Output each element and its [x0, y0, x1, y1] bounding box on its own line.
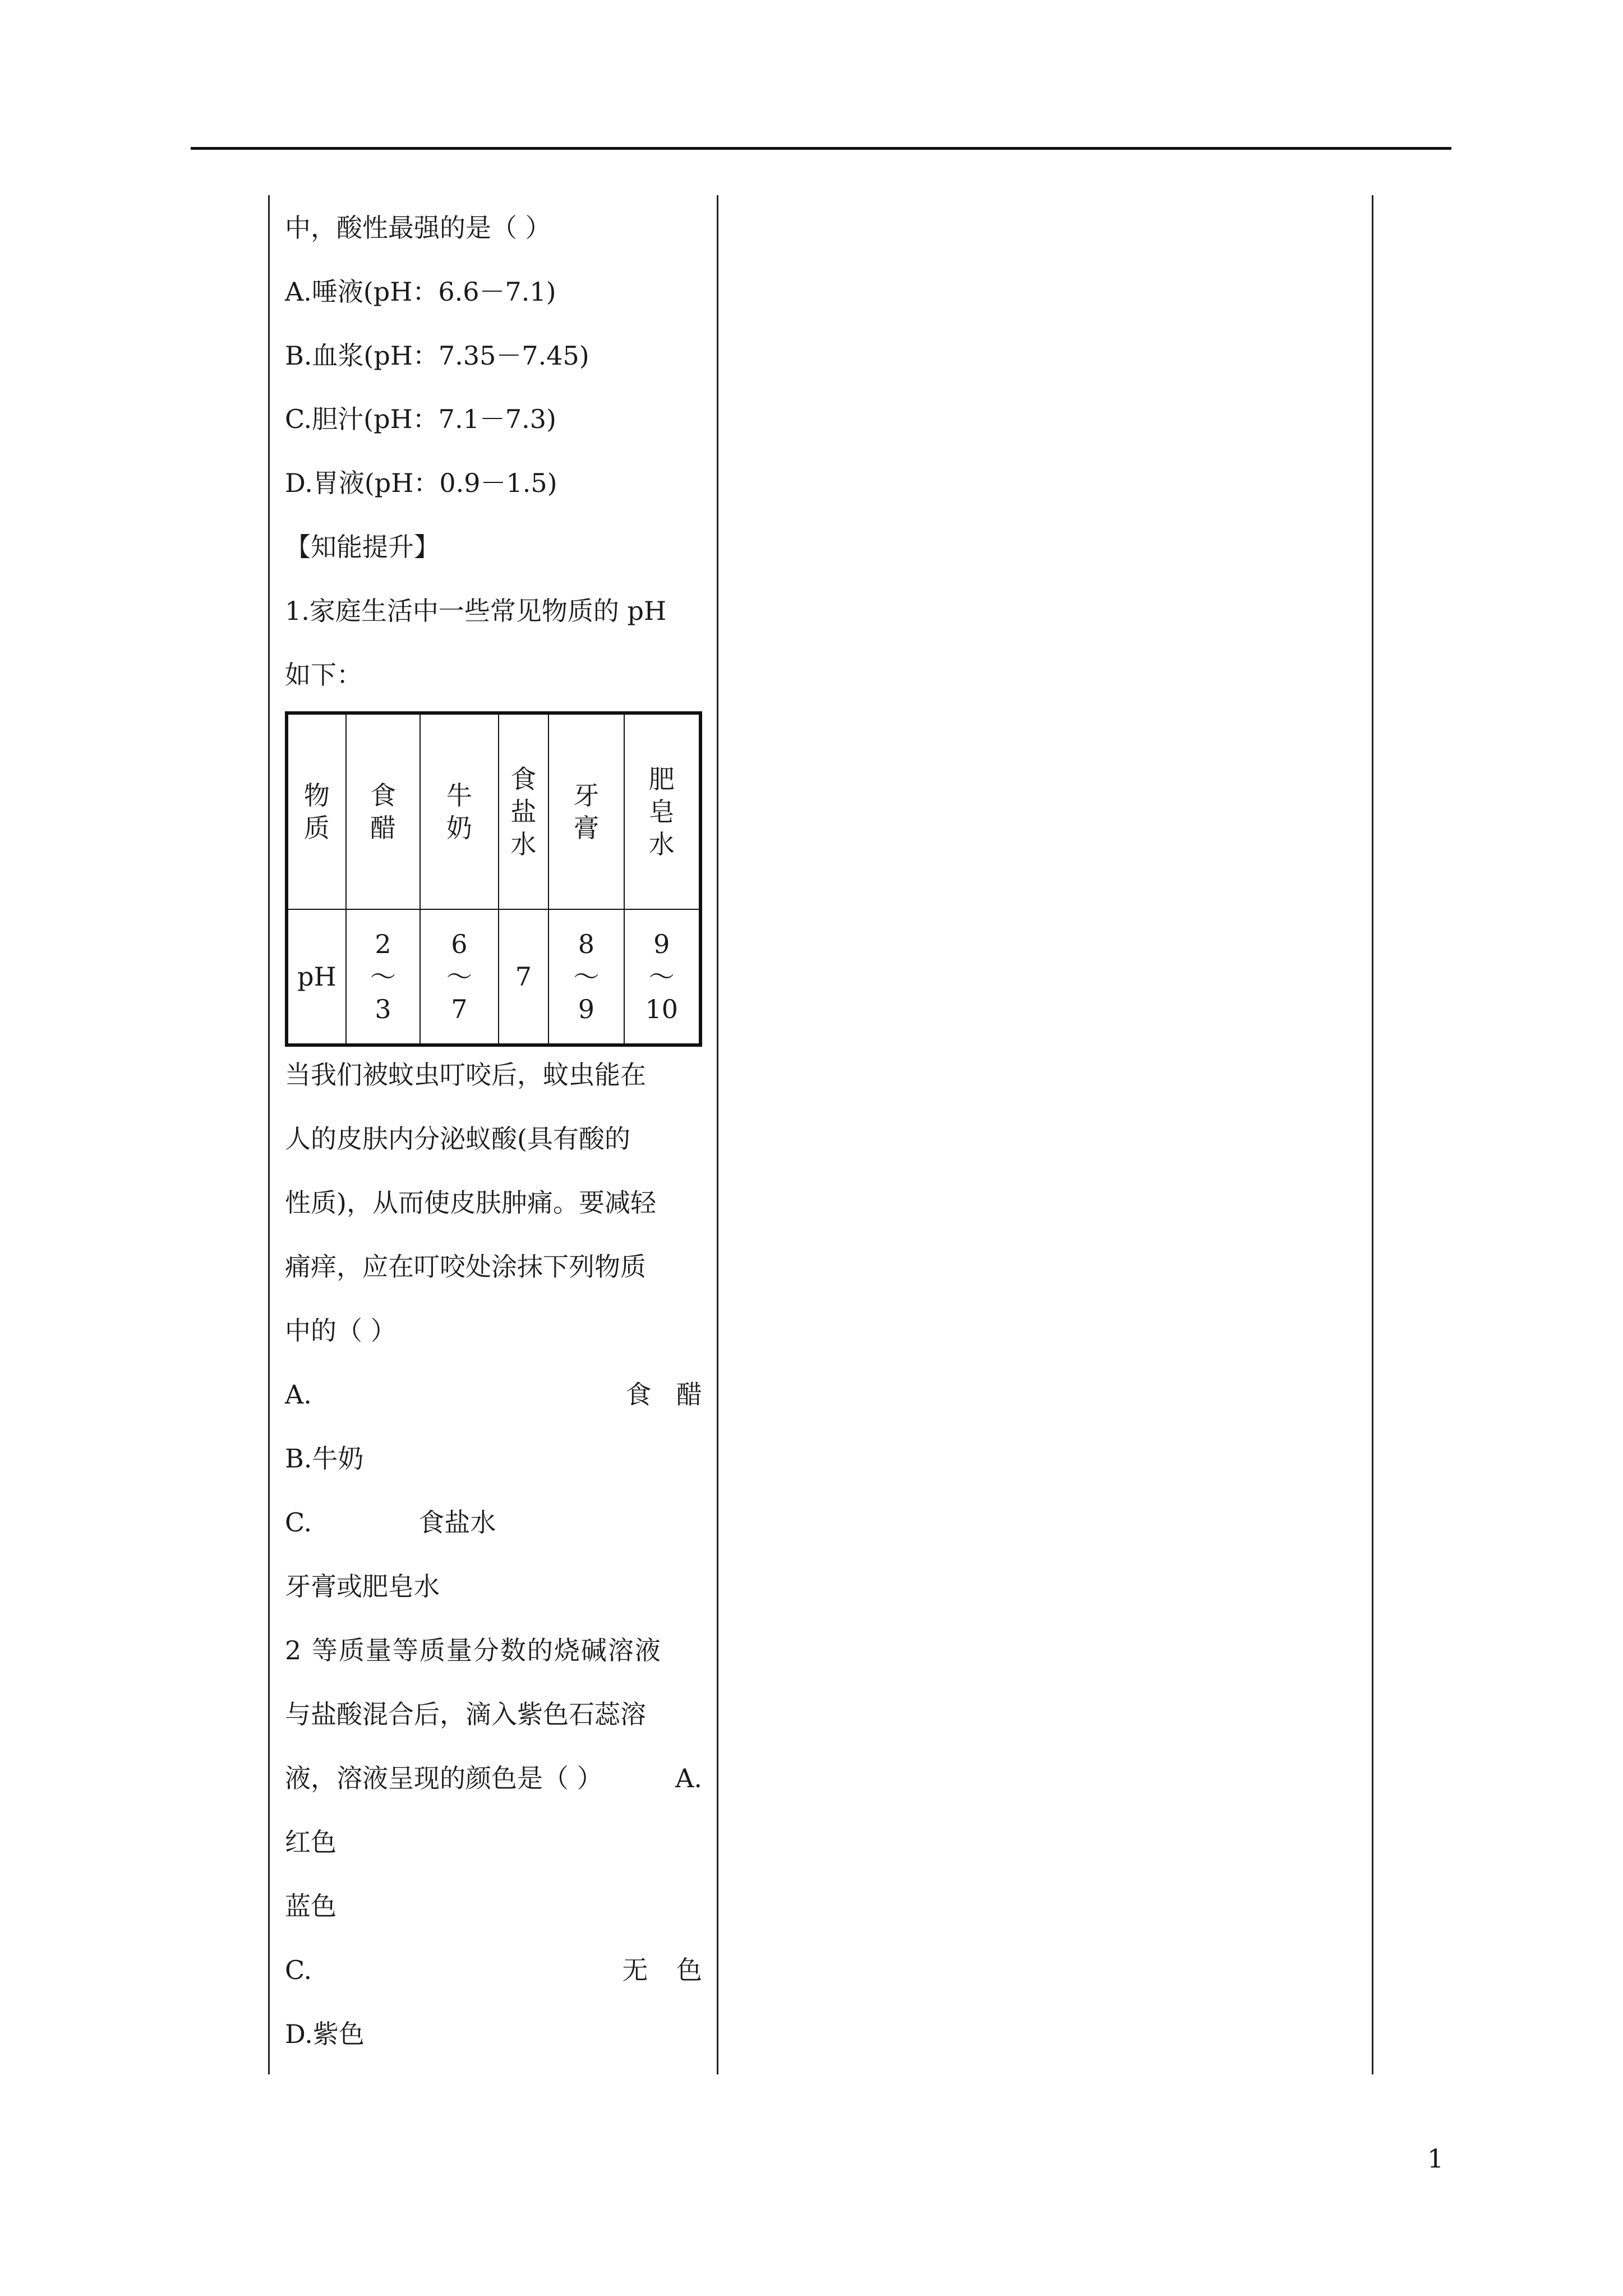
table-cell: 2～3 — [346, 909, 420, 1045]
q1-stem-line: 人的皮肤内分泌蚁酸(具有酸的 — [285, 1124, 630, 1154]
q1-intro: 1.家庭生活中一些常见物质的 pH — [285, 596, 667, 626]
q1-intro-cont: 如下： — [285, 660, 362, 690]
table-cell: 8～9 — [548, 909, 624, 1045]
q2-stem-line: 液，溶液呈现的颜色是（ ） A. — [285, 1763, 702, 1793]
page-number: 1 — [1427, 2143, 1444, 2174]
option-d: D.胃液(pH：0.9－1.5) — [285, 468, 557, 498]
q2-option-d: D.紫色 — [285, 2019, 365, 2049]
q2-option-a: 红色 — [285, 1827, 336, 1857]
question-stem-tail: 中，酸性最强的是（ ） — [285, 213, 551, 243]
table-cell: pH — [287, 909, 346, 1045]
option-text: 食 醋 — [625, 1379, 702, 1410]
q1-option-d: 牙膏或肥皂水 — [285, 1571, 440, 1602]
q1-option-a — [285, 1378, 702, 1411]
q2-stem-line: 2 等质量等质量分数的烧碱溶液 — [285, 1635, 662, 1665]
table-header-cell: 物质 — [287, 713, 346, 909]
q1-stem-line: 当我们被蚊虫叮咬后，蚊虫能在 — [285, 1060, 646, 1090]
option-label: A. — [285, 1379, 312, 1410]
option-b: B.血浆(pH：7.35－7.45) — [285, 341, 589, 371]
q1-stem-line: 性质)，从而使皮肤肿痛。要减轻 — [285, 1188, 656, 1218]
option-text: 无 色 — [622, 1955, 702, 1985]
q1-stem-line: 痛痒，应在叮咬处涂抹下列物质 — [285, 1251, 646, 1282]
table-header-cell: 牛奶 — [420, 713, 498, 909]
option-text: 食盐水 — [418, 1507, 496, 1538]
q2-stem-line: 与盐酸混合后，滴入紫色石蕊溶 — [285, 1699, 646, 1729]
table-header-row — [287, 713, 700, 909]
option-c: C.胆汁(pH：7.1－7.3) — [285, 404, 556, 434]
option-label: C. — [285, 1507, 312, 1538]
section-title: 【知能提升】 — [285, 532, 440, 562]
table-cell: 9～10 — [624, 909, 700, 1045]
table-header-cell: 食醋 — [346, 713, 420, 909]
header-rule — [191, 147, 1451, 150]
ph-table — [285, 711, 702, 1047]
option-a: A.唾液(pH：6.6－7.1) — [285, 277, 556, 307]
table-header-cell: 肥皂水 — [624, 713, 700, 909]
q1-option-c — [285, 1506, 702, 1539]
q1-stem-line: 中的（ ） — [285, 1315, 396, 1346]
table-cell: 7 — [499, 909, 549, 1045]
q2-option-b: 蓝色 — [285, 1891, 336, 1921]
table-cell: 6～7 — [420, 909, 498, 1045]
q1-option-b: B.牛奶 — [285, 1443, 364, 1474]
table-header-cell: 牙膏 — [548, 713, 624, 909]
table-header-cell: 食盐水 — [499, 713, 549, 909]
q2-option-c — [285, 1953, 702, 1987]
table-border-right — [1372, 195, 1373, 2074]
option-label: C. — [285, 1955, 312, 1985]
table-border-left — [268, 195, 270, 2074]
table-row — [287, 909, 700, 1045]
column-divider — [717, 195, 718, 2074]
